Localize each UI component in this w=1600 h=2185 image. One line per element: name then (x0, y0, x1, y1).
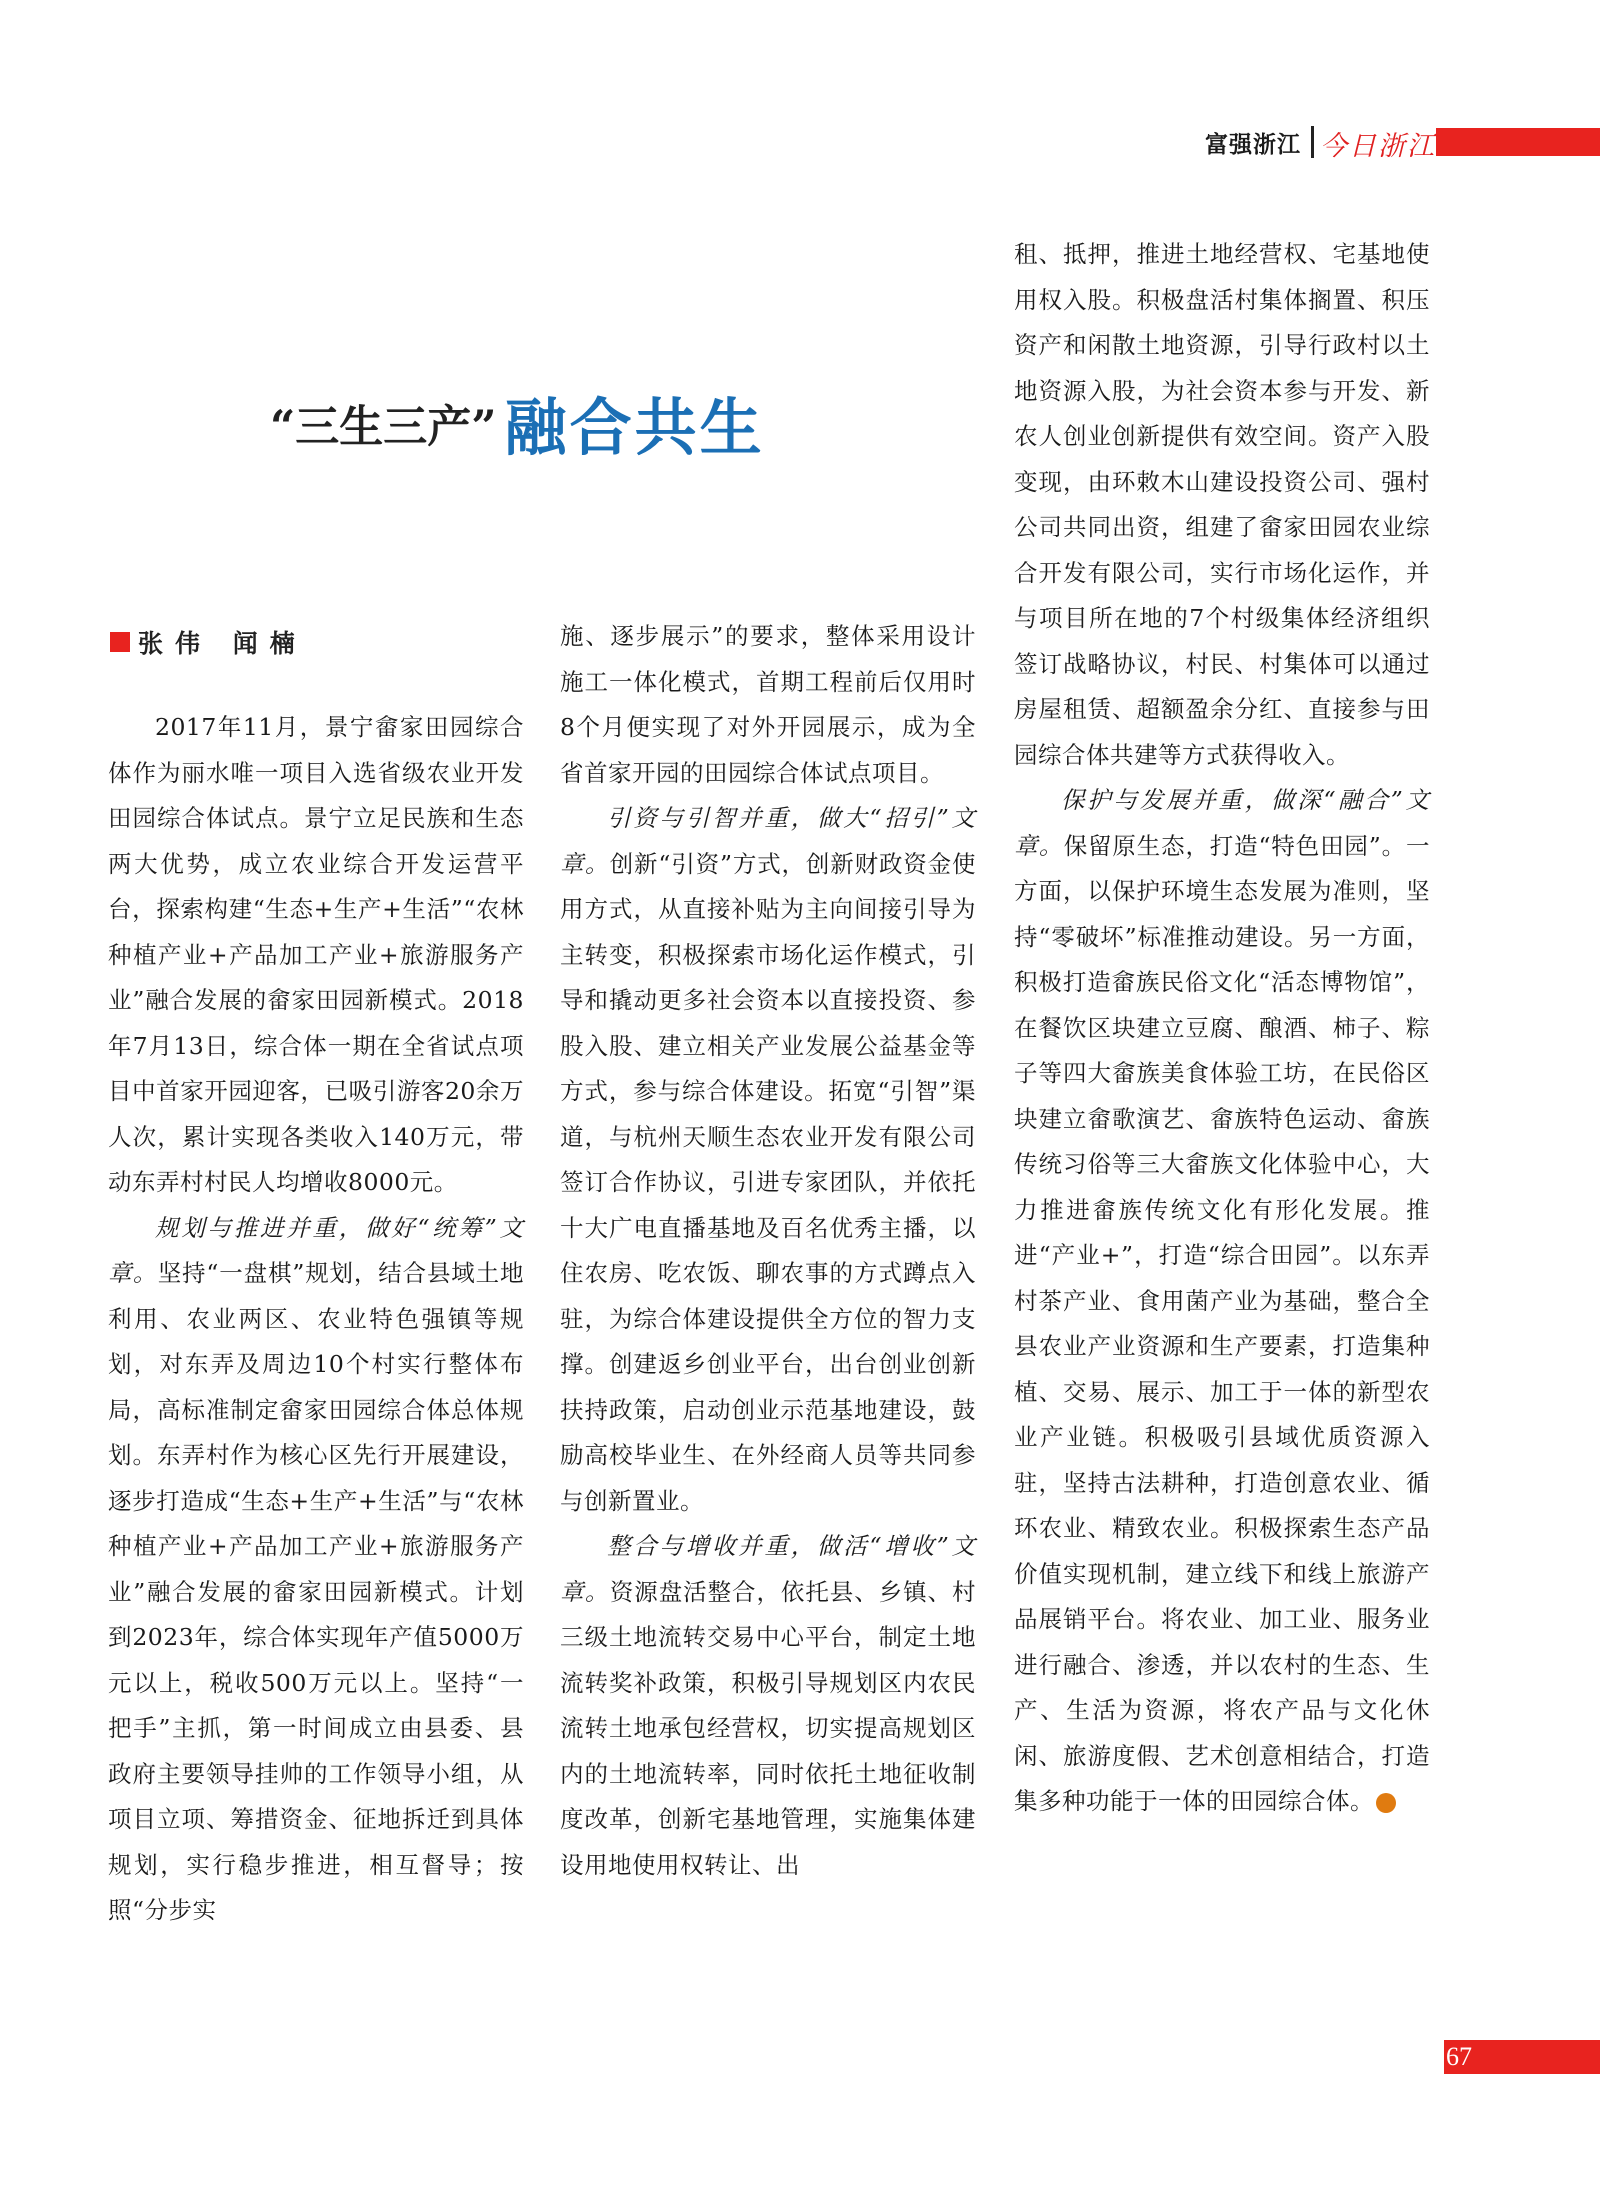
byline (110, 624, 307, 660)
header-section-label: 富强浙江 (1205, 132, 1301, 158)
column-3 (1014, 232, 1430, 1825)
paragraph: 施、逐步展示”的要求，整体采用设计施工一体化模式，首期工程前后仅用时8个月便实现了对外开园展示，成为全省首家开园的田园综合体试点项目。 (560, 622, 976, 787)
paragraph: 2017年11月，景宁畲家田园综合体作为丽水唯一项目入选省级农业开发田园综合体试点。景宁立足民族和生态两大优势，成立农业综合开发运营平台，探索构建“生态+生产+生活”“农林种植产业+产品加工产业+旅游服务产业”融合发展的畲家田园新模式。2018年7月13日，综合体一期在全省试点项目中首家开园迎客，已吸引游客20余万人次，累计实现各类收入140万元，带动东弄村村民人均增收8000元。 (108, 713, 524, 1196)
byline-mark-icon (110, 632, 130, 652)
jin-logo-icon (1376, 1793, 1396, 1813)
subheading: 保护与发展并重，做深“融合”文章。 (1014, 786, 1430, 860)
header-red-bar (1436, 128, 1600, 156)
subheading: 整合与增收并重，做活“增收”文章。 (560, 1532, 976, 1606)
paragraph (560, 1524, 976, 1888)
paragraph: 租、抵押，推进土地经营权、宅基地使用权入股。积极盘活村集体搁置、积压资产和闲散土地资源，引导行政村以土地资源入股，为社会资本参与开发、新农人创业创新提供有效空间。资产入股变现，由环敕木山建设投资公司、强村公司共同出资，组建了畲家田园农业综合开发有限公司，实行市场化运作，并与项目所在地的7个村级集体经济组织签订战略协议，村民、村集体可以通过房屋租赁、超额盈余分红、直接参与田园综合体共建等方式获得收入。 (1014, 240, 1430, 769)
paragraph (108, 1206, 524, 1934)
subheading: 引资与引智并重，做大“招引”文章。 (560, 804, 976, 878)
paragraph-body: 资源盘活整合，依托县、乡镇、村三级土地流转交易中心平台，制定土地流转奖补政策，积极引导规划区内农民流转土地承包经营权，切实提高规划区内的土地流转率，同时依托土地征收制度改革，创新宅基地管理，实施集体建设用地使用权转让、出 (560, 1577, 976, 1879)
paragraph-body: 坚持“一盘棋”规划，结合县域土地利用、农业两区、农业特色强镇等规划，对东弄及周边10个村实行整体布局，高标准制定畲家田园综合体总体规划。东弄村作为核心区先行开展建设，逐步打造成“生态+生产+生活”与“农林种植产业+产品加工产业+旅游服务产业”融合发展的畲家田园新模式。计划到2023年，综合体实现年产值5000万元以上，税收500万元以上。坚持“一把手”主抓，第一时间成立由县委、县政府主要领导挂帅的工作领导小组，从项目立项、筹措资金、征地拆迁到具体规划，实行稳步推进，相互督导；按照“分步实 (108, 1259, 524, 1924)
paragraph (560, 796, 976, 1524)
column-1 (108, 705, 524, 1934)
paragraph (1014, 778, 1430, 1825)
column-2 (560, 614, 976, 1888)
byline-authors: 张伟 闻楠 (138, 629, 307, 658)
header-brand-logo: 今日浙江 (1320, 131, 1436, 162)
title-main: 融合共生 (504, 391, 765, 464)
page-number: 67 (1446, 2042, 1472, 2071)
title-prefix: “三生三产” (270, 401, 497, 453)
subheading: 规划与推进并重，做好“统筹”文章。 (108, 1213, 524, 1287)
paragraph-body: 创新“引资”方式，创新财政资金使用方式，从直接补贴为主向间接引导为主转变，积极探索市场化运作模式，引导和撬动更多社会资本以直接投资、参股入股、建立相关产业发展公益基金等方式，参与综合体建设。拓宽“引智”渠道，与杭州天顺生态农业开发有限公司签订合作协议，引进专家团队，并依托十大广电直播基地及百名优秀主播，以住农房、吃农饭、聊农事的方式蹲点入驻，为综合体建设提供全方位的智力支撑。创建返乡创业平台，出台创业创新扶持政策，启动创业示范基地建设，鼓励高校毕业生、在外经商人员等共同参与创新置业。 (560, 849, 976, 1515)
article-title (270, 378, 765, 467)
paragraph-body: 保留原生态，打造“特色田园”。一方面，以保护环境生态发展为准则，坚持“零破坏”标准推动建设。另一方面，积极打造畲族民俗文化“活态博物馆”，在餐饮区块建立豆腐、酿酒、柿子、粽子等四大畲族美食体验工坊，在民俗区块建立畲歌演艺、畲族特色运动、畲族传统习俗等三大畲族文化体验中心，大力推进畲族传统文化有形化发展。推进“产业+”，打造“综合田园”。以东弄村茶产业、食用菌产业为基础，整合全县农业产业资源和生产要素，打造集种植、交易、展示、加工于一体的新型农业产业链。积极吸引县域优质资源入驻，坚持古法耕种，打造创意农业、循环农业、精致农业。积极探索生态产品价值实现机制，建立线下和线上旅游产品展销平台。将农业、加工业、服务业进行融合、渗透，并以农村的生态、生产、生活为资源，将农产品与文化休闲、旅游度假、艺术创意相结合，打造集多种功能于一体的田园综合体。 (1014, 831, 1430, 1815)
header-separator (1311, 126, 1314, 158)
